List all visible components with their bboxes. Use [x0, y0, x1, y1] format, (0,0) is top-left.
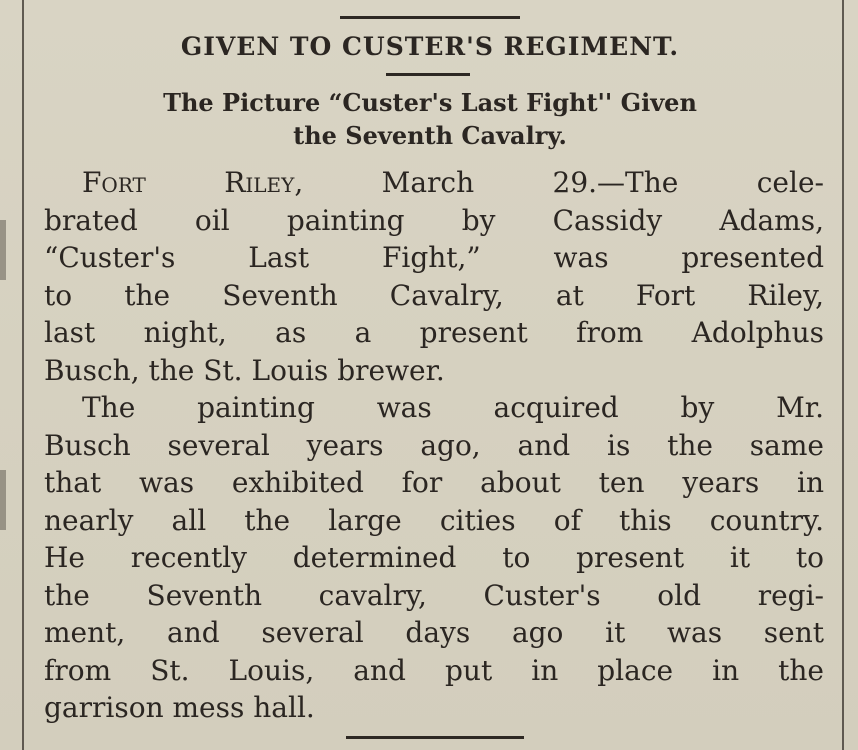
subheadline	[30, 86, 830, 152]
body-line: the Seventh cavalry, Custer's old regi-	[44, 578, 824, 612]
subheadline-line: the Seventh Cavalry.	[293, 121, 567, 150]
paragraph-2	[44, 389, 824, 727]
bottom-rule	[346, 736, 524, 739]
column-rule-right	[842, 0, 844, 750]
body-line: garrison mess hall.	[44, 691, 315, 724]
body-line: brated oil painting by Cassidy Adams,	[44, 203, 824, 237]
body-line: Busch several years ago, and is the same	[44, 428, 824, 462]
subheadline-line: The Picture “Custer's Last Fight'' Given	[163, 88, 697, 117]
body-line: ment, and several days ago it was sent	[44, 616, 824, 649]
body-line: Busch, the St. Louis brewer.	[44, 353, 445, 387]
headline-rule	[386, 73, 470, 76]
body-line: “Custer's Last Fight,” was presented	[44, 241, 824, 274]
body-line: He recently determined to present it to	[44, 541, 824, 574]
body-line: that was exhibited for about ten years in	[44, 466, 824, 499]
body-text: March 29.—The cele-	[303, 166, 824, 199]
body-line: last night, as a present from Adolphus	[44, 316, 824, 349]
edge-mark	[0, 470, 6, 530]
headline: GIVEN TO CUSTER'S REGIMENT.	[180, 32, 680, 61]
body-line	[44, 164, 824, 202]
top-rule	[340, 16, 520, 19]
column-rule-left	[22, 0, 24, 750]
article-body	[44, 164, 824, 727]
body-line: The painting was acquired by Mr.	[82, 391, 824, 424]
body-line: to the Seventh Cavalry, at Fort Riley,	[44, 278, 824, 312]
body-line: nearly all the large cities of this country.	[44, 503, 824, 537]
body-line: from St. Louis, and put in place in the	[44, 653, 824, 687]
paragraph-1	[44, 164, 824, 389]
dateline: Fort Riley,	[82, 166, 304, 199]
edge-mark	[0, 220, 6, 280]
